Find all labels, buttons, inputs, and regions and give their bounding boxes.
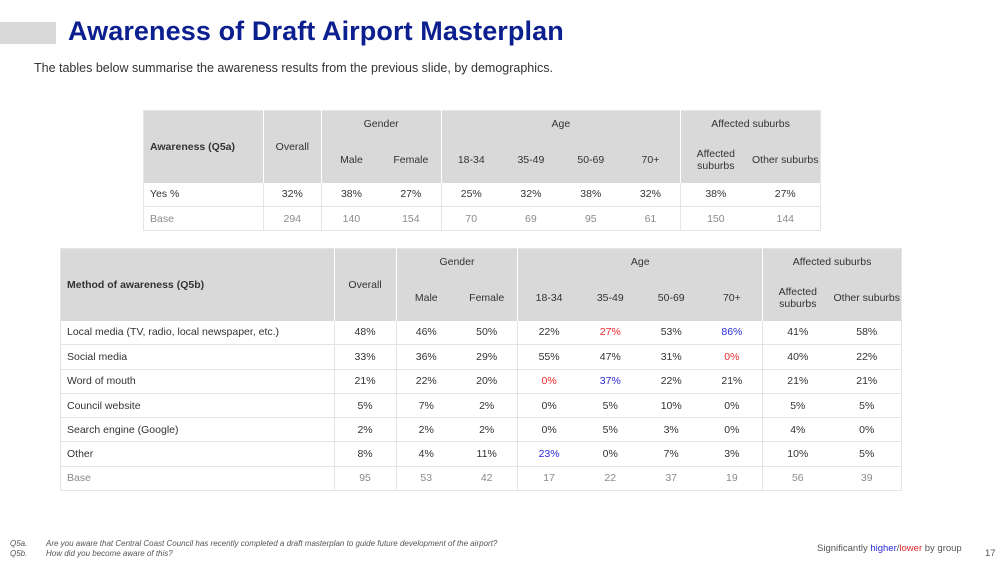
cell-sig-lower: 0% bbox=[518, 369, 580, 393]
footnote-text: Are you aware that Central Coast Council has recently completed a draft masterplan to guide future development of the airport? bbox=[46, 539, 498, 548]
cell: 144 bbox=[776, 212, 795, 225]
table-row bbox=[61, 321, 902, 345]
cell: 22% bbox=[396, 369, 456, 393]
legend-suffix: by group bbox=[922, 543, 962, 554]
col-header: 18-34 bbox=[441, 137, 501, 183]
cell: 5% bbox=[602, 423, 618, 436]
overall-header: Overall bbox=[334, 249, 396, 321]
cell: 154 bbox=[402, 212, 420, 225]
col-header: Affected suburbs bbox=[763, 275, 833, 321]
cell: 4% bbox=[396, 442, 456, 466]
gender-group-header: Gender bbox=[321, 111, 441, 137]
suburbs-group-header: Affected suburbs bbox=[763, 249, 902, 275]
cell: 32% bbox=[639, 188, 661, 201]
cell: 36% bbox=[396, 345, 456, 369]
cell: 0% bbox=[724, 399, 740, 412]
cell: 140 bbox=[321, 207, 381, 231]
footnote-ref: Q5a. bbox=[10, 539, 28, 548]
cell: 38% bbox=[321, 183, 381, 207]
cell: 39 bbox=[860, 472, 873, 485]
legend-lower: lower bbox=[899, 543, 923, 554]
cell: 0% bbox=[518, 393, 580, 417]
table-row bbox=[61, 393, 902, 417]
cell: 53% bbox=[660, 326, 682, 339]
cell: 55% bbox=[518, 345, 580, 369]
cell: 8% bbox=[334, 442, 396, 466]
col-header: 70+ bbox=[621, 137, 681, 183]
cell: 0% bbox=[859, 423, 875, 436]
cell: 5% bbox=[334, 393, 396, 417]
col-header: 18-34 bbox=[518, 275, 580, 321]
cell: 22% bbox=[518, 321, 580, 345]
cell: 19 bbox=[726, 472, 738, 485]
cell: 22% bbox=[660, 375, 682, 388]
cell: 29% bbox=[476, 350, 498, 363]
row-label: Base bbox=[150, 212, 174, 225]
cell: 95 bbox=[334, 466, 396, 490]
cell-sig-lower: 27% bbox=[599, 326, 621, 339]
cell: 2% bbox=[479, 399, 495, 412]
cell: 48% bbox=[334, 321, 396, 345]
cell: 53 bbox=[396, 466, 456, 490]
cell: 2% bbox=[479, 423, 495, 436]
cell: 10% bbox=[763, 442, 833, 466]
cell: 11% bbox=[476, 448, 497, 461]
row-label: Yes % bbox=[150, 188, 180, 201]
cell: 5% bbox=[859, 399, 875, 412]
cell: 10% bbox=[660, 399, 682, 412]
footnotes bbox=[10, 539, 497, 559]
table-row bbox=[61, 442, 902, 466]
col-header: Affected suburbs bbox=[681, 137, 751, 183]
cell: 22 bbox=[604, 472, 617, 485]
table-row-base bbox=[144, 207, 821, 231]
legend-separator: / bbox=[896, 543, 900, 554]
cell: 32% bbox=[520, 188, 542, 201]
footnote bbox=[10, 539, 497, 549]
cell: 42 bbox=[480, 472, 493, 485]
table-label: Method of awareness (Q5b) bbox=[61, 249, 335, 321]
row-label: Council website bbox=[67, 399, 141, 412]
cell: 32% bbox=[263, 183, 321, 207]
age-group-header: Age bbox=[441, 111, 681, 137]
col-header: 70+ bbox=[702, 275, 763, 321]
cell-sig-higher: 37% bbox=[599, 375, 621, 388]
row-label: Social media bbox=[67, 350, 128, 363]
col-header: 50-69 bbox=[641, 275, 702, 321]
col-header: Other suburbs bbox=[751, 137, 821, 183]
cell: 31% bbox=[660, 350, 682, 363]
table-row-base bbox=[61, 466, 902, 490]
cell: 4% bbox=[763, 418, 833, 442]
cell: 21% bbox=[721, 375, 743, 388]
page-title: Awareness of Draft Airport Masterplan bbox=[68, 16, 564, 46]
cell-sig-lower: 0% bbox=[724, 350, 740, 363]
cell: 17 bbox=[518, 466, 580, 490]
gender-group-header: Gender bbox=[396, 249, 518, 275]
cell: 21% bbox=[763, 369, 833, 393]
page-subtitle: The tables below summarise the awareness results from the previous slide, by demographics. bbox=[34, 61, 553, 75]
overall-header: Overall bbox=[263, 111, 321, 183]
cell: 40% bbox=[763, 345, 833, 369]
cell: 150 bbox=[681, 207, 751, 231]
cell: 50% bbox=[476, 326, 498, 339]
cell: 294 bbox=[263, 207, 321, 231]
footnote bbox=[10, 549, 497, 559]
cell: 2% bbox=[396, 418, 456, 442]
cell: 27% bbox=[400, 188, 422, 201]
cell: 61 bbox=[644, 212, 657, 225]
table-row bbox=[61, 369, 902, 393]
col-header: Male bbox=[321, 137, 381, 183]
col-header: Male bbox=[396, 275, 456, 321]
table-row bbox=[61, 345, 902, 369]
footnote-ref: Q5b. bbox=[10, 549, 28, 558]
table-label: Awareness (Q5a) bbox=[144, 111, 264, 183]
cell: 70 bbox=[441, 207, 501, 231]
significance-legend bbox=[817, 543, 962, 554]
col-header: Female bbox=[381, 137, 441, 183]
cell: 0% bbox=[724, 423, 740, 436]
col-header: 50-69 bbox=[561, 137, 621, 183]
row-label: Search engine (Google) bbox=[67, 423, 179, 436]
col-header: Other suburbs bbox=[833, 275, 902, 321]
suburbs-group-header: Affected suburbs bbox=[681, 111, 821, 137]
cell: 27% bbox=[774, 188, 796, 201]
cell: 21% bbox=[334, 369, 396, 393]
row-label: Base bbox=[67, 472, 91, 485]
method-of-awareness-table bbox=[60, 248, 902, 491]
table-row bbox=[144, 183, 821, 207]
age-group-header: Age bbox=[518, 249, 763, 275]
footnote-text: How did you become aware of this? bbox=[46, 549, 173, 558]
legend-prefix: Significantly bbox=[817, 543, 871, 554]
cell-sig-higher: 23% bbox=[518, 442, 580, 466]
row-label: Word of mouth bbox=[67, 375, 136, 388]
cell: 22% bbox=[856, 350, 878, 363]
awareness-table bbox=[143, 110, 821, 231]
cell: 47% bbox=[599, 350, 621, 363]
cell: 58% bbox=[856, 326, 878, 339]
cell: 21% bbox=[856, 375, 878, 388]
col-header: 35-49 bbox=[580, 275, 641, 321]
cell: 3% bbox=[663, 423, 679, 436]
cell: 7% bbox=[396, 393, 456, 417]
col-header: Female bbox=[456, 275, 518, 321]
cell: 0% bbox=[602, 448, 618, 461]
cell: 25% bbox=[441, 183, 501, 207]
cell: 38% bbox=[681, 183, 751, 207]
cell: 20% bbox=[476, 375, 498, 388]
cell: 5% bbox=[602, 399, 618, 412]
title-accent-bar bbox=[0, 22, 56, 44]
cell: 46% bbox=[396, 321, 456, 345]
legend-higher: higher bbox=[870, 543, 897, 554]
page-number: 17 bbox=[985, 548, 996, 559]
cell: 7% bbox=[663, 448, 679, 461]
cell-sig-higher: 86% bbox=[721, 326, 743, 339]
cell: 0% bbox=[518, 418, 580, 442]
cell: 41% bbox=[763, 321, 833, 345]
row-label: Local media (TV, radio, local newspaper, etc.) bbox=[67, 326, 280, 339]
cell: 5% bbox=[763, 393, 833, 417]
row-label: Other bbox=[67, 448, 94, 461]
cell: 56 bbox=[763, 466, 833, 490]
cell: 5% bbox=[859, 448, 875, 461]
cell: 33% bbox=[334, 345, 396, 369]
table-row bbox=[61, 418, 902, 442]
cell: 69 bbox=[525, 212, 537, 225]
cell: 3% bbox=[724, 448, 740, 461]
cell: 2% bbox=[334, 418, 396, 442]
cell: 37 bbox=[665, 472, 678, 485]
cell: 38% bbox=[580, 188, 602, 201]
cell: 95 bbox=[584, 212, 597, 225]
col-header: 35-49 bbox=[501, 137, 561, 183]
